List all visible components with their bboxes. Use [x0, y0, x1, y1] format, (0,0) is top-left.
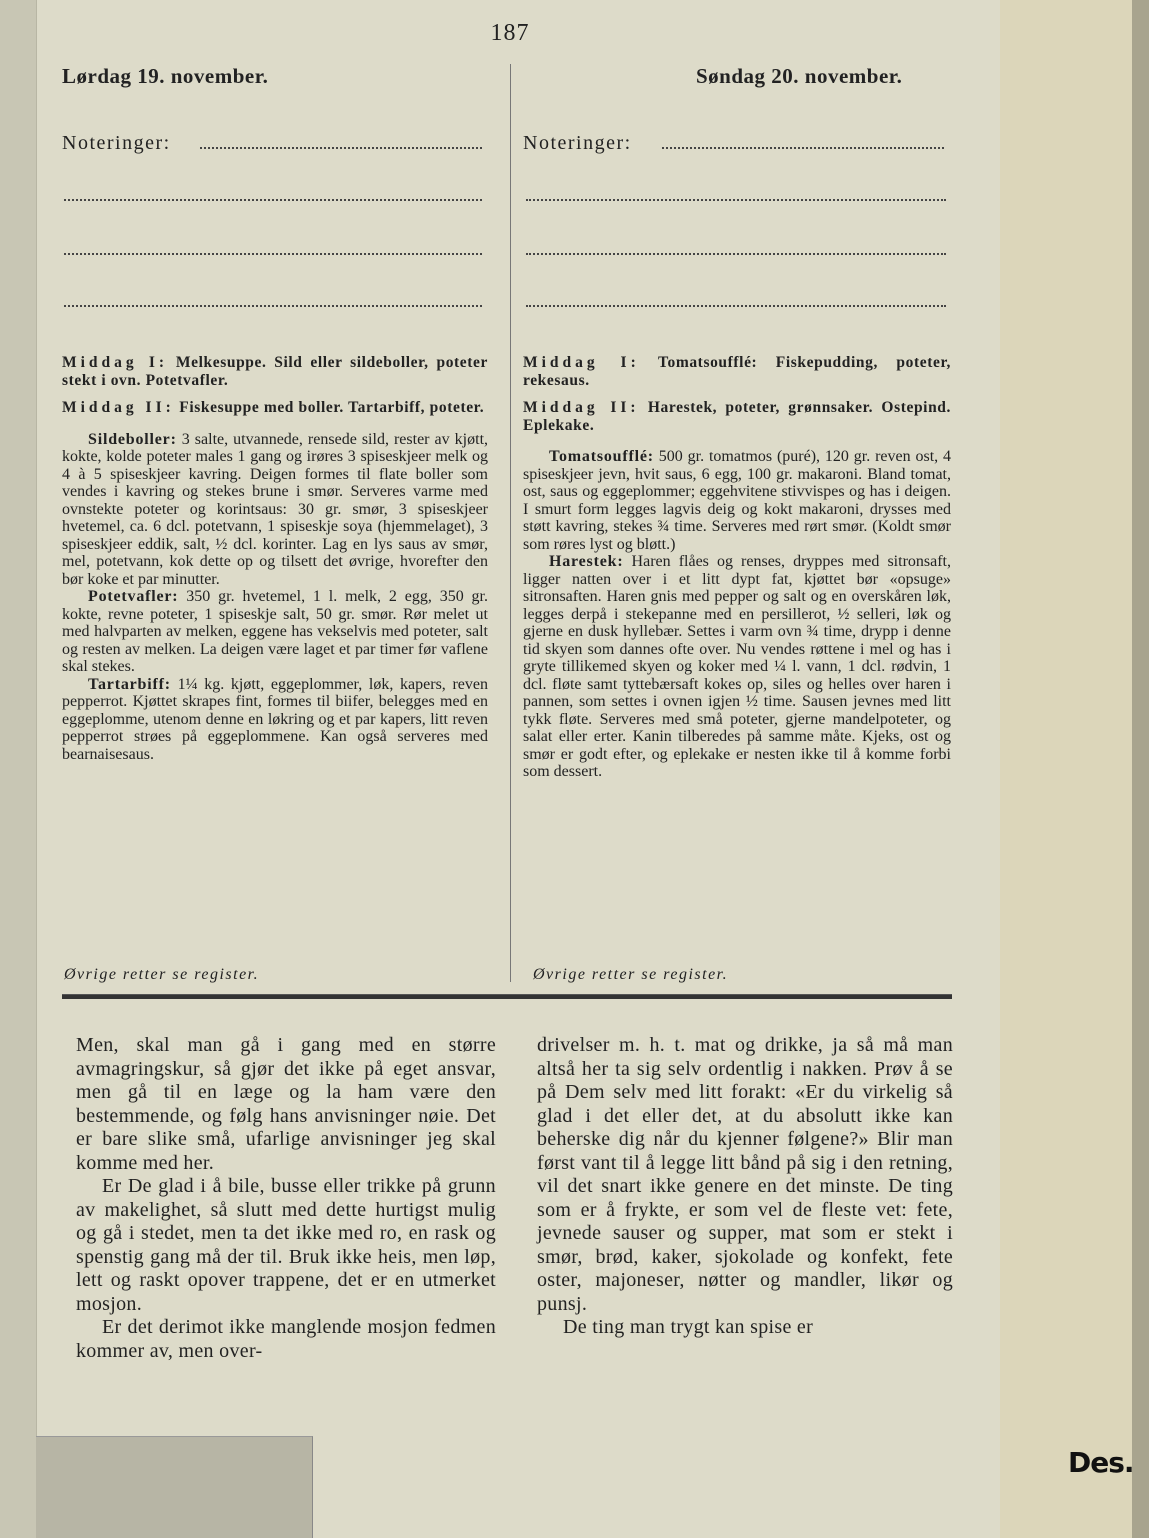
right-recipe-column: [523, 354, 951, 781]
menu-text: Harestek, poteter, grønnsaker. Ostepind. Eplekake.: [523, 399, 951, 434]
menu-prefix: Middag II:: [62, 399, 175, 416]
recipe-text: 350 gr. hvetemel, 1 l. melk, 2 egg, 350 gr. kokte, revne poteter, 1 spiseskje salt, 50 gr. smør. Rør melet ut med halvparten av melken, eggene has vekselvis med poteter, salt og resten av melken. La deigen være laget et par timer før vaflene skal stekes.: [62, 588, 489, 675]
article-paragraph: Men, skal man gå i gang med en større avmagringskur, så gjør det ikke på eget ansvar, men gå til en læge og la ham være den bestemmende, og følg hans anvisninger nøie. Det er bare slike små, ufarlige anvisninger jeg skal komme med her.: [76, 1034, 496, 1174]
left-register-note: Øvrige retter se register.: [64, 966, 260, 983]
page-gutter-shadow: [0, 0, 37, 1538]
right-notes-line: [526, 196, 946, 201]
menu-text: Melkesuppe. Sild eller sildeboller, poteter stekt i ovn. Potetvafler.: [62, 354, 488, 389]
right-register-note: Øvrige retter se register.: [533, 966, 729, 983]
article-paragraph: Er De glad i å bile, busse eller trikke på grunn av makelighet, så slutt med dette hurtigst mulig og gå i stedet, men ta det ikke med ro, en rask og spenstig gang må der til. Bruk ikke heis, men løp, lett og raskt opover trappene, det er en utmerket mosjon.: [76, 1175, 496, 1315]
recipe-title: Tomatsoufflé:: [549, 448, 654, 465]
article-paragraph: Er det derimot ikke manglende mosjon fedmen kommer av, men over-: [76, 1316, 496, 1362]
page-number: 187: [490, 20, 530, 46]
recipe-title: Potetvafler:: [88, 588, 179, 605]
menu-prefix: Middag I:: [62, 354, 169, 371]
left-menu-2: [62, 399, 488, 417]
recipe-harestek: [523, 553, 951, 781]
right-menu-1: [523, 354, 951, 389]
recipe-text: 30 gr. smør, 3 spiseskjeer hvetemel, ca. 6 dcl. potetvann, 1 spiseskje soya (hjemmelaget), 3 spiseskjeer eddik, salt, ½ dcl. korinter. Lag en lys saus av smør, mel, potetvann, kok dette op og tilsett det øvrige, hvorefter den bør koke et par minutter.: [62, 500, 488, 588]
recipe-title: Tartarbiff:: [88, 675, 171, 693]
left-menu-1: [62, 354, 488, 389]
menu-prefix: Middag I:: [523, 354, 640, 371]
month-thumb-tab[interactable]: Des.: [1068, 1446, 1134, 1479]
right-notes-line: [526, 250, 946, 255]
recipe-tomatsouffle: [523, 448, 951, 553]
article-paragraph: drivelser m. h. t. mat og drikke, ja så må man altså her ta sig selv ordentlig i nakken. Prøv å se på Dem selv med litt forakt: «Er du virkelig så glad i det eller det, at du absolutt ikke kan beherske dig når du kjenner følgene?» Blir man først vant til å legge litt bånd på sig i den retning, vil det snart ikke genere en det minste. De ting som er å frykte, er som vel de fleste vet: fete, jevnede sauser og supper, mat som er stekt i smør, brød, kaker, sjokolade og konfekt, fete oster, majoneser, nøtter og mandler, likør og punsj.: [537, 1034, 953, 1315]
recipe-text: Haren flåes og renses, dryppes med sitronsaft, ligger natten over i et litt dypt fat, kjøttet bør «opsuge» sitronsaften. Haren gnis med pepper og salt og en overskåren løk, legges derpå i stekepanne med en persillerot, ½ selleri, løk og gjerne en dusk hyllebær. Settes i varm ovn ¾ time, drypp i denne tid skyen som dannes ofte over. Nu vendes røttene i mel og has i gryte tillikemed skyen og koker med ¼ l. vann, 1 dcl. rødvin, 1 dcl. fløte samt tyttebærsaft kokes op, siles og helles over haren i pannen, som settes i ovnen igjen ½ time. Sausen jevnes med litt tykk fløte. Serveres med små poteter, gjerne mandelpoteter, og salat eller erter. Kanin tilberedes på samme måte. Kjeks, ost og smør er godt efter, og eplekake er nesten ikke til å komme forbi som dessert.: [523, 553, 951, 780]
article-left-column: [76, 1034, 496, 1363]
article-paragraph: De ting man trygt kan spise er: [563, 1316, 814, 1338]
right-notes-line: [526, 302, 946, 307]
right-notes-line: [662, 144, 944, 149]
recipe-text: 500 gr. tomatmos (puré), 120 gr. reven ost, 4 spiseskjeer jevn, hvit saus, 6 egg, 100 gr. makaroni. Bland tomat, ost, saus og eggeplommer; eggehvitene stivvispes og has i deigen. I smurt form legges lagvis deig og kokt makaroni, drysses med støtt kavring, stekes ¾ time. Serveres med rørt smør. (Koldt smør som røres lyst og bløtt.): [523, 448, 952, 553]
recipe-sildeboller: [62, 431, 488, 589]
page-right-margin: [1000, 0, 1149, 1538]
page-edge-strip: [1132, 0, 1149, 1538]
left-day-heading: Lørdag 19. november.: [62, 64, 269, 88]
left-notes-line: [64, 196, 482, 201]
article-right-column: [537, 1034, 953, 1340]
recipe-text: 3 salte, utvannede, rensede sild, rester av kjøtt, kokte, kolde poteter males 1 gang og irøres 3 spiseskjeer melk og 4 à 5 spiseskjeer kavring. Deigen formes til flate boller som vendes i kavring og stekes brune i smør. Serveres varme med ovnstekte poteter og korintsaus:: [62, 430, 489, 518]
recipe-tartarbiff: [62, 676, 488, 764]
left-notes-line: [64, 302, 482, 307]
left-notes-line: [200, 144, 482, 149]
recipe-title: Harestek:: [549, 553, 624, 570]
section-rule: [62, 994, 952, 999]
left-notes-label: Noteringer:: [62, 132, 171, 154]
right-notes-label: Noteringer:: [523, 132, 632, 154]
menu-prefix: Middag II:: [523, 399, 640, 416]
menu-text: Fiskesuppe med boller. Tartarbiff, poteter.: [179, 399, 485, 416]
bottom-corner-box: [36, 1436, 313, 1538]
left-recipe-column: [62, 354, 488, 763]
left-notes-line: [64, 250, 482, 255]
menu-text: Tomatsoufflé: Fiskepudding, poteter, rekesaus.: [523, 354, 951, 389]
right-menu-2: [523, 399, 951, 434]
recipe-title: Sildeboller:: [88, 430, 177, 448]
recipe-potetvafler: [62, 588, 488, 676]
recipe-text: 1¼ kg. kjøtt, eggeplommer, løk, kapers, reven pepperrot. Kjøttet skrapes fint, formes til biifer, belegges med en eggeplomme, utenom denne en løkring og et par kapers, litt reven pepperrot strøes på eggeplommene. Kan også serveres med bearnaisesaus.: [62, 675, 489, 763]
right-day-heading: Søndag 20. november.: [696, 64, 903, 88]
column-divider: [510, 64, 511, 982]
